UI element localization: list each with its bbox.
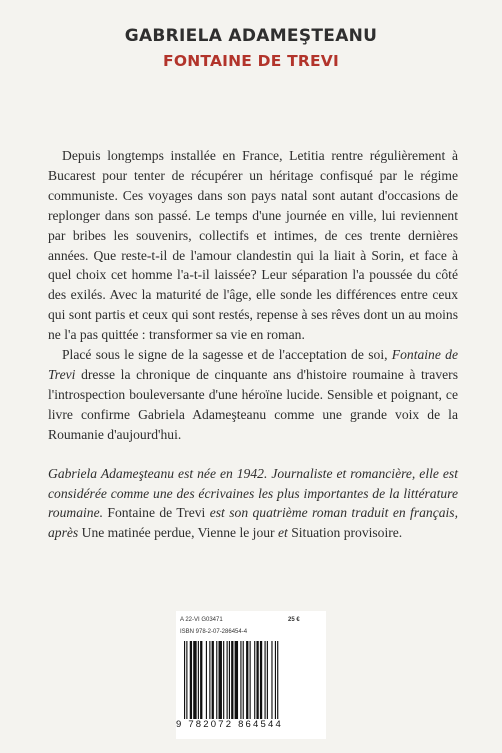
isbn-label: ISBN 978-2-07-286454-4 [180,629,248,635]
price-label: 25 € [288,617,300,623]
blurb-p2-title: Fontaine de Trevi [48,347,458,382]
blurb-text [48,146,458,543]
blurb-paragraph-1: Depuis longtemps installée en France, Letitia rentre régulièrement à Bucarest pour tenter de récupérer un héritage confisqué par le régime communiste. Ces voyages dans son pays natal sont autant d'occasions de replonger dans son passé. Le temps d'une journée en ville, lui reviennent par bribes les souvenirs, collectifs et intimes, de ces trente dernières années. Que reste-t-il de l'amour clandestin qui la liait à Sorin, et face à quel choix cet homme l'a-t-il laissée? Leur séparation l'a poussée du côté des exilés. Avec la maturité de l'âge, elle sonde les différences entre ceux qui sont partis et ceux qui sont restés, repense à ses rêves dont un au moins ne l'a pas quittée : transformer sa vie en roman. [48,148,458,343]
bio-part-f: Situation provisoire. [291,525,403,541]
bio-part-b: Fontaine de Trevi [107,505,206,521]
bio-part-a: Gabriela Adameşteanu est née en 1942. Journaliste et romancière, elle est considérée comme une des écrivaines les plus importantes de la littérature roumaine. [48,465,458,521]
bio-part-c: est son quatrième roman traduit en français, après [48,505,459,541]
book-title: FONTAINE DE TREVI [163,52,339,70]
bio-part-e: et [277,525,288,541]
author-bio [48,464,458,544]
barcode-panel [176,611,326,739]
product-reference: A 22-VI G03471 [180,617,223,623]
barcode-digits: 9 782072 864544 [176,719,283,730]
bio-part-d: Une matinée perdue, Vienne le jour [81,525,275,541]
blurb-paragraph-2 [48,345,458,445]
barcode-bars [180,641,322,719]
blurb-p2-start: Placé sous le signe de la sagesse et de l'acceptation de soi, [62,347,388,363]
author-name: GABRIELA ADAMEŞTEANU [124,26,378,46]
blurb-p2-rest: dresse la chronique de cinquante ans d'histoire roumaine à travers l'introspection bouleversante d'une héroïne lucide. Sensible et poignant, ce livre confirme Gabriela Adameşteanu comme une grande voix de la Roumanie d'aujourd'hui. [48,366,458,442]
cover-header [0,26,502,70]
